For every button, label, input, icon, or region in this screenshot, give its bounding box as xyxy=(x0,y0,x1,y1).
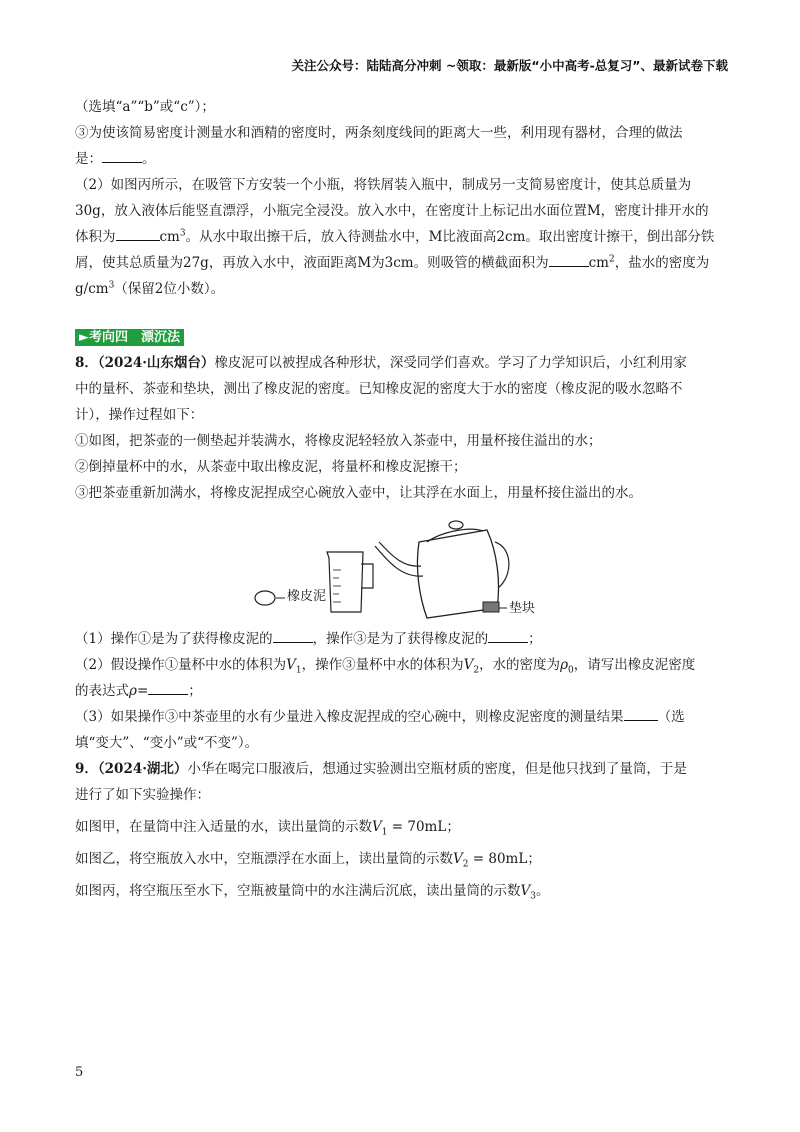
section-heading: ►考向四 漂沉法 xyxy=(75,324,730,350)
q8-sub3: （3）如果操作③中茶壶里的水有少量进入橡皮泥捏成的空心碗中，则橡皮泥密度的测量结果 （选 xyxy=(75,704,730,730)
answer-blank xyxy=(624,706,658,721)
answer-blank xyxy=(116,226,160,241)
q9-step-a: 如图甲，在量筒中注入适量的水，读出量筒的示数$V_1 = 70mL$； xyxy=(75,819,460,838)
lid-knob xyxy=(449,521,463,529)
q7-step3-answer: 是： 。 xyxy=(75,146,730,172)
q9-line1: 9．（2024·湖北）小华在喝完口服液后，想通过实验测出空瓶材质的密度，但是他只找到了量筒，于是 xyxy=(75,761,687,777)
q8-step1: ①如图，把茶壶的一侧垫起并装满水，将橡皮泥轻轻放入茶壶中，用量杯接住溢出的水； xyxy=(75,433,602,449)
q7-part2-line5: $g/cm^3$（保留2位小数）。 xyxy=(75,280,225,297)
q9-line2: 进行了如下实验操作： xyxy=(75,787,210,803)
teapot-figure xyxy=(75,512,730,622)
document-body xyxy=(75,94,730,904)
measuring-cup xyxy=(327,552,363,612)
q7-part2-line1: （2）如图丙所示，在吸管下方安装一个小瓶，将铁屑装入瓶中，制成另一支简易密度计，使其总质量为 xyxy=(75,177,692,193)
q8-sub2-line2: 的表达式ρ= ； xyxy=(75,678,730,704)
q7-step3-line: ③为使该简易密度计测量水和酒精的密度时，两条刻度线间的距离大一些，利用现有器材，合理的做法 xyxy=(75,125,683,141)
q8-line2: 中的量杯、茶壶和垫块，测出了橡皮泥的密度。已知橡皮泥的密度大于水的密度（橡皮泥的吸水忽略不 xyxy=(75,381,683,397)
q8-sub3-line2: 填“变大”、“变小”或“不变”）。 xyxy=(75,735,259,751)
label-clay: 橡皮泥 xyxy=(287,589,327,604)
q8-sub2: （2）假设操作①量杯中水的体积为$V_1$，操作③量杯中水的体积为$V_2$，水的密度为$\rho_0$，请写出橡皮泥密度 xyxy=(75,657,696,676)
answer-blank xyxy=(273,628,313,643)
q8-step2: ②倒掉量杯中的水，从茶壶中取出橡皮泥，将量杯和橡皮泥擦干； xyxy=(75,459,467,475)
label-block: 垫块 xyxy=(509,601,536,616)
page-number: 5 xyxy=(75,1065,84,1080)
q8-step3: ③把茶壶重新加满水，将橡皮泥捏成空心碗放入壶中，让其浮在水面上，用量杯接住溢出的水。 xyxy=(75,485,642,501)
q7-part2-line3: 体积为 $cm^3$。从水中取出擦干后，放入待测盐水中，M比液面高2cm。取出密度计擦干，倒出部分铁 xyxy=(75,224,730,250)
q8-line3: 计），操作过程如下： xyxy=(75,407,204,423)
q8-line1: 8．（2024·山东烟台）橡皮泥可以被捏成各种形状，深受同学们喜欢。学习了力学知识后，小红利用家 xyxy=(75,355,687,371)
clay-blob xyxy=(255,591,275,605)
q7-part2-line4: 屑，使其总质量为27g，再放入水中，液面距离M为3cm。则吸管的横截面积为 $cm^2$，盐水的密度为 xyxy=(75,250,730,276)
q7-part2-line2: 30g，放入液体后能竖直漂浮，小瓶完全浸没。放入水中，在密度计上标记出水面位置M，密度计排开水的 xyxy=(75,203,709,219)
answer-blank xyxy=(549,252,589,267)
answer-blank xyxy=(148,680,188,695)
page-header: 关注公众号：陆陆高分冲刺 ~领取：最新版“小中高考-总复习”、最新试卷下载 xyxy=(291,58,728,73)
answer-blank xyxy=(488,628,528,643)
q7-choice-line: （选填“a”“b”或“c”）； xyxy=(75,99,215,115)
q9-step-c: 如图丙，将空瓶压至水下，空瓶被量筒中的水注满后沉底，读出量筒的示数$V_3$。 xyxy=(75,883,550,902)
teapot-spout xyxy=(379,542,421,566)
block xyxy=(483,602,499,612)
q8-sub1: （1）操作①是为了获得橡皮泥的 ，操作③是为了获得橡皮泥的 ； xyxy=(75,626,730,652)
q9-step-b: 如图乙，将空瓶放入水中，空瓶漂浮在水面上，读出量筒的示数$V_2 = 80mL$； xyxy=(75,851,541,870)
answer-blank xyxy=(102,148,142,163)
